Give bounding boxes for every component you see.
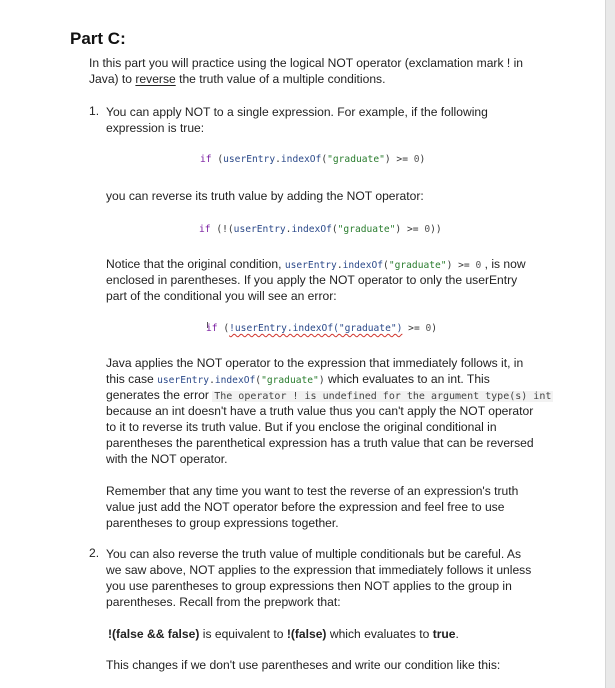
list-number-1: 1. bbox=[89, 104, 100, 118]
inline-code-userentry: userEntry.indexOf("graduate") bbox=[157, 375, 325, 386]
item2-last-line: This changes if we don't use parentheses and write our condition like this: bbox=[106, 658, 501, 672]
item1-p2: you can reverse its truth value by adding the NOT operator: bbox=[106, 189, 424, 203]
inline-code-condition: userEntry.indexOf("graduate") >= 0 bbox=[284, 260, 482, 271]
item1-p4-line7: with the NOT operator. bbox=[106, 452, 228, 466]
item1-p4-line1: Java applies the NOT operator to the expression that immediately follows it, in bbox=[106, 356, 524, 370]
code-snippet-3-error: if (!userEntry.indexOf("graduate") >= 0) bbox=[206, 323, 438, 334]
item1-p5-line3: parentheses to group expressions together. bbox=[106, 516, 339, 530]
item1-p4-line2: this case userEntry.indexOf("graduate") which evaluates to an int. This bbox=[106, 372, 490, 386]
item1-p4-line5: to it to reverse its truth value. But if you enclose the original conditional in bbox=[106, 420, 497, 434]
item2-equivalence: !(false && false) is equivalent to !(false) which evaluates to true. bbox=[108, 627, 459, 641]
intro-line-2: Java) to reverse the truth value of a multiple conditions. bbox=[89, 72, 386, 86]
error-message: The operator ! is undefined for the argument type(s) int bbox=[214, 391, 552, 402]
item2-line2: we saw above, NOT applies to the expression that immediately follows it unless bbox=[106, 563, 532, 577]
item1-p1-line1: You can apply NOT to a single expression. For example, if the following bbox=[106, 105, 488, 119]
item1-p4-line3: generates the error The operator ! is undefined for the argument type(s) int bbox=[106, 388, 552, 402]
item1-p5-line2: value just add the NOT operator before the expression and feel free to use bbox=[106, 500, 505, 514]
error-squiggle-expression[interactable]: !userEntry.indexOf("graduate") bbox=[229, 323, 403, 334]
item1-p4-line6: parentheses the parenthetical expression has a truth value that can be reversed bbox=[106, 436, 534, 450]
item1-p4-line4: because an int doesn't have a truth value thus you can't apply the NOT operator bbox=[106, 404, 534, 418]
page-edge bbox=[605, 0, 615, 688]
list-number-2: 2. bbox=[89, 546, 100, 560]
item2-line1: You can also reverse the truth value of multiple conditionals but be careful. As bbox=[106, 547, 522, 561]
code-snippet-1: if (userEntry.indexOf("graduate") >= 0) bbox=[200, 154, 426, 165]
code-snippet-2: if (!(userEntry.indexOf("graduate") >= 0)) bbox=[199, 224, 442, 235]
intro-line-1: In this part you will practice using the logical NOT operator (exclamation mark ! in bbox=[89, 56, 523, 70]
item1-p1-line2: expression is true: bbox=[106, 121, 205, 135]
section-heading: Part C: bbox=[70, 29, 126, 48]
item1-p3-line3: part of the conditional you will see an error: bbox=[106, 289, 337, 303]
item1-p3-line2: enclosed in parentheses. If you apply the NOT operator to only the userEntry bbox=[106, 273, 518, 287]
item1-p5-line1: Remember that any time you want to test the reverse of an expression's truth bbox=[106, 484, 519, 498]
item2-line3: you use parentheses to group expressions then NOT applies to the group in bbox=[106, 579, 512, 593]
item1-p3-line1: Notice that the original condition, userEntry.indexOf("graduate") >= 0 , is now bbox=[106, 257, 526, 271]
reverse-underlined: reverse bbox=[135, 72, 176, 86]
item2-line4: parentheses. Recall from the prepwork that: bbox=[106, 595, 341, 609]
